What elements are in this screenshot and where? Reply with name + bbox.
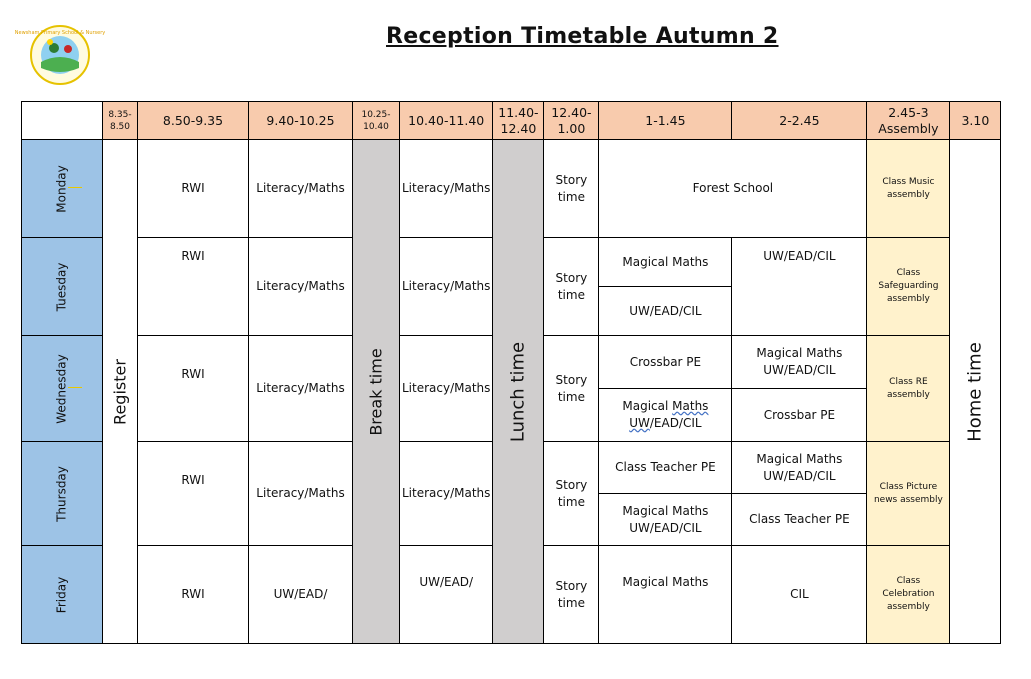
friday-slot1: Magical Maths [599, 546, 732, 644]
thursday-slot2-a: Magical Maths UW/EAD/CIL [732, 442, 867, 494]
yellow-mark [68, 387, 82, 388]
header-cell: 8.35-8.50 [103, 102, 138, 140]
header-cell: 9.40-10.25 [249, 102, 353, 140]
day-label: Friday [54, 576, 69, 613]
monday-literacy-2: Literacy/Maths [400, 140, 493, 238]
wednesday-literacy-1: Literacy/Maths [249, 336, 353, 442]
day-label: Thursday [54, 465, 69, 522]
tuesday-literacy-2: Literacy/Maths [400, 238, 493, 336]
register-cell [103, 140, 138, 644]
tuesday-rwi: RWI [138, 238, 249, 336]
header-cell: 11.40-12.40 [493, 102, 544, 140]
day-label: Wednesday [54, 353, 69, 424]
monday-story: Story time [544, 140, 599, 238]
day-friday [22, 546, 103, 644]
friday-literacy-2: UW/EAD/ [400, 546, 493, 644]
page-title: Reception Timetable Autumn 2 [386, 24, 779, 49]
tuesday-slot2: UW/EAD/CIL [732, 238, 867, 336]
thursday-slot2-b: Class Teacher PE [732, 494, 867, 546]
wednesday-slot2-a: Magical Maths UW/EAD/CIL [732, 336, 867, 389]
lunch-time-cell [493, 140, 544, 644]
day-thursday [22, 442, 103, 546]
header-cell: 2.45-3 Assembly [867, 102, 950, 140]
wednesday-slot1-b-word4: /EAD/CIL [649, 416, 702, 430]
wednesday-slot1-b-word2: Maths [672, 399, 709, 413]
header-cell: 2-2.45 [732, 102, 867, 140]
thursday-rwi: RWI [138, 442, 249, 546]
thursday-assembly: Class Picture news assembly [867, 442, 950, 546]
thursday-literacy-1: Literacy/Maths [249, 442, 353, 546]
wednesday-literacy-2: Literacy/Maths [400, 336, 493, 442]
header-cell: 8.50-9.35 [138, 102, 249, 140]
monday-rwi: RWI [138, 140, 249, 238]
wednesday-rwi: RWI [138, 336, 249, 442]
school-logo [14, 24, 106, 86]
yellow-mark [68, 187, 82, 188]
home-time-cell [950, 140, 1001, 644]
wednesday-slot1-b-word1: Magical [622, 399, 669, 413]
wednesday-slot2-b: Crossbar PE [732, 389, 867, 442]
lunch-time-label: Lunch time [507, 341, 529, 442]
register-label: Register [110, 358, 130, 425]
friday-story: Story time [544, 546, 599, 644]
monday-forest-school: Forest School [599, 140, 867, 238]
thursday-slot1-a: Class Teacher PE [599, 442, 732, 494]
thursday-slot1-b: Magical Maths UW/EAD/CIL [599, 494, 732, 546]
wednesday-slot1-a: Crossbar PE [599, 336, 732, 389]
monday-literacy-1: Literacy/Maths [249, 140, 353, 238]
timetable [21, 101, 1001, 644]
friday-assembly: Class Celebration assembly [867, 546, 950, 644]
friday-slot2: CIL [732, 546, 867, 644]
day-label: Monday [54, 164, 69, 213]
home-time-label: Home time [964, 341, 986, 442]
day-tuesday [22, 238, 103, 336]
day-monday [22, 140, 103, 238]
logo-text: Newsham Primary School & Nursery [14, 30, 106, 36]
header-cell: 10.25-10.40 [353, 102, 400, 140]
tuesday-assembly: Class Safeguarding assembly [867, 238, 950, 336]
friday-literacy-1: UW/EAD/ [249, 546, 353, 644]
break-time-cell [353, 140, 400, 644]
thursday-literacy-2: Literacy/Maths [400, 442, 493, 546]
friday-rwi: RWI [138, 546, 249, 644]
wednesday-slot1-b-word3: UW [629, 416, 650, 430]
monday-assembly: Class Music assembly [867, 140, 950, 238]
tuesday-slot1-b: UW/EAD/CIL [599, 287, 732, 336]
header-row [22, 102, 1001, 140]
wednesday-story: Story time [544, 336, 599, 442]
header-cell: 10.40-11.40 [400, 102, 493, 140]
day-wednesday [22, 336, 103, 442]
tuesday-literacy-1: Literacy/Maths [249, 238, 353, 336]
day-label: Tuesday [54, 262, 69, 311]
header-cell: 1-1.45 [599, 102, 732, 140]
header-cell: 3.10 [950, 102, 1001, 140]
thursday-story: Story time [544, 442, 599, 546]
corner-cell [22, 102, 103, 140]
wednesday-assembly: Class RE assembly [867, 336, 950, 442]
tuesday-slot1-a: Magical Maths [599, 238, 732, 287]
tuesday-story: Story time [544, 238, 599, 336]
wednesday-slot1-b [599, 389, 732, 442]
header-cell: 12.40-1.00 [544, 102, 599, 140]
break-time-label: Break time [366, 347, 386, 436]
